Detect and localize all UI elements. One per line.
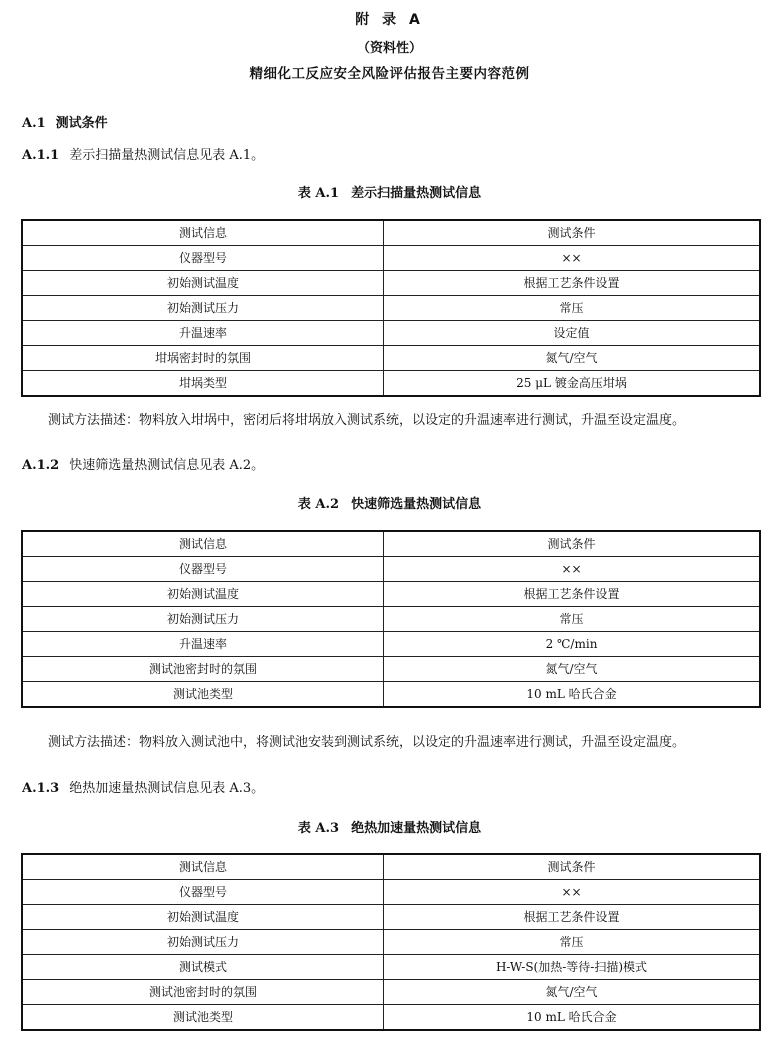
table-cell-item: 仪器型号 xyxy=(22,880,384,905)
table-cell-value: 常压 xyxy=(384,296,761,321)
table-row xyxy=(22,346,760,371)
table-caption-text: 差示扫描量热测试信息 xyxy=(351,186,482,201)
table-cell-value: 2 ℃/min xyxy=(384,632,761,657)
table-cell-value: 设定值 xyxy=(384,321,761,346)
table-row xyxy=(22,296,760,321)
table-header-cell: 测试信息 xyxy=(22,531,384,557)
table-row xyxy=(22,657,760,682)
table-cell-item: 仪器型号 xyxy=(22,557,384,582)
appendix-title: 精细化工反应安全风险评估报告主要内容范例 xyxy=(249,66,530,82)
table-row xyxy=(22,246,760,271)
table-cell-item: 初始测试压力 xyxy=(22,930,384,955)
table-cell-value: 10 mL 哈氏合金 xyxy=(384,1005,761,1031)
table-cell-item: 测试模式 xyxy=(22,955,384,980)
table-header-cell: 测试条件 xyxy=(384,220,761,246)
table-row xyxy=(22,607,760,632)
clause-number: A.1.2 xyxy=(22,458,60,473)
table-cell-item: 升温速率 xyxy=(22,321,384,346)
table-caption-text: 绝热加速量热测试信息 xyxy=(351,821,482,836)
method-description-2: 测试方法描述：物料放入测试池中，将测试池安装到测试系统，以设定的升温速率进行测试，升温至设定温度。 xyxy=(48,735,686,750)
table-header-row xyxy=(22,531,760,557)
table-cell-value: 常压 xyxy=(384,930,761,955)
table2-caption xyxy=(0,493,779,512)
table-row xyxy=(22,582,760,607)
table3-caption xyxy=(0,817,779,836)
table-cell-item: 测试池密封时的氛围 xyxy=(22,980,384,1005)
table-cell-item: 坩埚密封时的氛围 xyxy=(22,346,384,371)
table-cell-item: 升温速率 xyxy=(22,632,384,657)
table-row xyxy=(22,880,760,905)
table-row xyxy=(22,271,760,296)
table-cell-value: 常压 xyxy=(384,607,761,632)
table-caption-number: 表 A.1 xyxy=(297,186,340,201)
table-cell-item: 仪器型号 xyxy=(22,246,384,271)
table-cell-item: 测试池密封时的氛围 xyxy=(22,657,384,682)
table-row xyxy=(22,930,760,955)
appendix-heading: 附 录 A xyxy=(355,12,424,28)
table-cell-value: 25 μL 镀金高压坩埚 xyxy=(384,371,761,397)
table-row xyxy=(22,371,760,397)
table-cell-value: ×× xyxy=(384,880,761,905)
table2 xyxy=(21,530,761,708)
table-cell-item: 测试池类型 xyxy=(22,682,384,708)
table-header-row xyxy=(22,220,760,246)
clause-text: 差示扫描量热测试信息见表 A.1。 xyxy=(69,148,265,163)
table-cell-item: 坩埚类型 xyxy=(22,371,384,397)
clause-a12 xyxy=(22,455,762,477)
clause-a13 xyxy=(22,778,762,800)
table-caption-text: 快速筛选量热测试信息 xyxy=(351,497,482,512)
table-row xyxy=(22,980,760,1005)
table-cell-value: 根据工艺条件设置 xyxy=(384,582,761,607)
clause-text: 绝热加速量热测试信息见表 A.3。 xyxy=(69,781,265,796)
table-header-cell: 测试信息 xyxy=(22,220,384,246)
table3 xyxy=(21,853,761,1031)
table-cell-item: 初始测试压力 xyxy=(22,607,384,632)
table-caption-number: 表 A.2 xyxy=(297,497,340,512)
table1-caption xyxy=(0,182,779,201)
section-heading xyxy=(22,112,108,131)
table-cell-item: 初始测试温度 xyxy=(22,905,384,930)
table-header-row xyxy=(22,854,760,880)
table-row xyxy=(22,682,760,708)
table-header-cell: 测试条件 xyxy=(384,854,761,880)
table-cell-value: 氮气/空气 xyxy=(384,346,761,371)
table-cell-item: 初始测试压力 xyxy=(22,296,384,321)
method-description-1: 测试方法描述：物料放入坩埚中，密闭后将坩埚放入测试系统，以设定的升温速率进行测试，升温至设定温度。 xyxy=(48,413,686,428)
clause-text: 快速筛选量热测试信息见表 A.2。 xyxy=(69,458,265,473)
table-row xyxy=(22,557,760,582)
table-cell-value: H-W-S(加热-等待-扫描)模式 xyxy=(384,955,761,980)
table-row xyxy=(22,321,760,346)
table-row xyxy=(22,632,760,657)
table1 xyxy=(21,219,761,397)
section-title: 测试条件 xyxy=(55,116,108,131)
table-cell-value: ×× xyxy=(384,557,761,582)
table-row xyxy=(22,905,760,930)
table-cell-value: ×× xyxy=(384,246,761,271)
table-cell-value: 10 mL 哈氏合金 xyxy=(384,682,761,708)
clause-a11 xyxy=(22,145,762,167)
table-cell-item: 初始测试温度 xyxy=(22,271,384,296)
table-cell-item: 测试池类型 xyxy=(22,1005,384,1031)
table-cell-item: 初始测试温度 xyxy=(22,582,384,607)
table-row xyxy=(22,955,760,980)
table-cell-value: 氮气/空气 xyxy=(384,657,761,682)
clause-number: A.1.1 xyxy=(22,148,60,163)
table-row xyxy=(22,1005,760,1031)
clause-number: A.1.3 xyxy=(22,781,60,796)
table-cell-value: 根据工艺条件设置 xyxy=(384,271,761,296)
appendix-nature: （资料性） xyxy=(356,41,422,56)
table-header-cell: 测试条件 xyxy=(384,531,761,557)
table-header-cell: 测试信息 xyxy=(22,854,384,880)
table-caption-number: 表 A.3 xyxy=(297,821,340,836)
section-number: A.1 xyxy=(22,116,46,131)
table-cell-value: 根据工艺条件设置 xyxy=(384,905,761,930)
table-cell-value: 氮气/空气 xyxy=(384,980,761,1005)
